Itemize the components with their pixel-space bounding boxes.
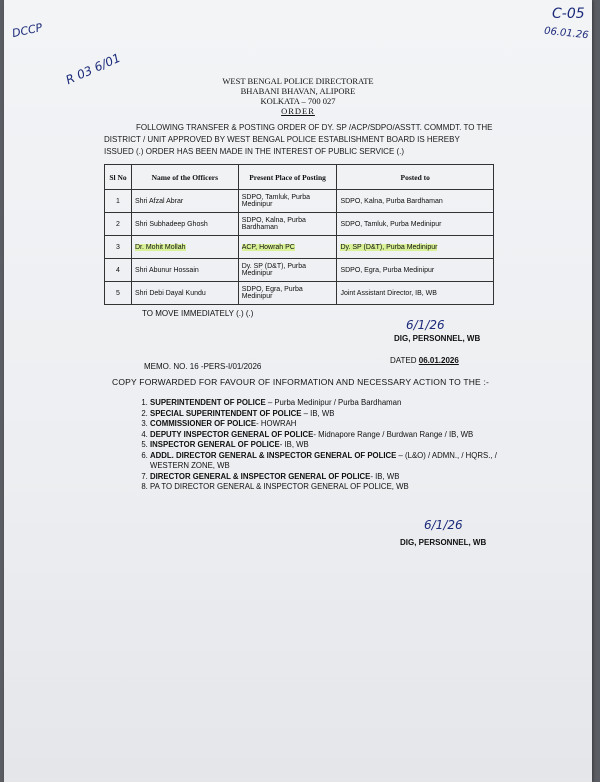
cell-present: [238, 259, 337, 282]
cell-sl: 3: [105, 236, 132, 259]
cell-posted-text: SDPO, Kalna, Purba Bardhaman: [340, 197, 443, 205]
cell-name: [131, 282, 238, 305]
cell-posted: [337, 236, 494, 259]
cell-name: [131, 259, 238, 282]
cell-name: [131, 236, 238, 259]
handwritten-note-top-left: DCCP: [10, 20, 44, 41]
cell-name-text: Shri Subhadeep Ghosh: [134, 220, 208, 228]
header-sl: Sl No: [105, 165, 132, 190]
handwritten-code: C-05: [552, 6, 585, 22]
table-row: [105, 282, 494, 305]
cell-present: [238, 190, 337, 213]
list-item: [150, 430, 530, 441]
recipient-title: SPECIAL SUPERINTENDENT OF POLICE: [150, 408, 302, 418]
cell-name-text: Shri Abunur Hossain: [134, 266, 199, 274]
cell-present: [238, 236, 337, 259]
cell-posted-text: SDPO, Egra, Purba Medinipur: [340, 266, 435, 274]
cell-present-text: SDPO, Kalna, Purba Bardhaman: [241, 217, 306, 231]
cell-posted: [337, 213, 494, 236]
table-row: [105, 213, 494, 236]
cell-name: [131, 213, 238, 236]
cell-present: [238, 213, 337, 236]
recipient-detail: – (L&O) / ADMN., / HQRS., / WESTERN ZONE, WB: [150, 450, 497, 470]
cell-sl: 1: [105, 190, 132, 213]
cell-name-text: Shri Debi Dayal Kundu: [134, 289, 206, 297]
list-item: [150, 440, 530, 451]
recipient-detail: – IB, WB: [301, 408, 335, 418]
dated-line: [390, 356, 459, 365]
recipient-detail: - HOWRAH: [256, 419, 297, 428]
signature-block-1: DIG, PERSONNEL, WB: [394, 334, 481, 343]
recipient-title: INSPECTOR GENERAL OF POLICE: [150, 440, 280, 449]
document-page: [4, 0, 592, 782]
recipient-title: DIRECTOR GENERAL & INSPECTOR GENERAL OF POLICE: [150, 471, 371, 481]
recipient-detail: PA TO DIRECTOR GENERAL & INSPECTOR GENERAL OF POLICE, WB: [150, 482, 409, 491]
recipient-title: DEPUTY INSPECTOR GENERAL OF POLICE: [150, 429, 314, 439]
cell-posted: [337, 190, 494, 213]
cell-present-text: Dy. SP (D&T), Purba Medinipur: [241, 263, 306, 277]
cell-name-text: Shri Afzal Abrar: [134, 197, 184, 205]
recipient-title: SUPERINTENDENT OF POLICE: [150, 398, 266, 407]
recipient-detail: - IB, WB: [279, 440, 309, 449]
cell-posted-text: Dy. SP (D&T), Purba Medinipur: [340, 243, 438, 251]
signature-block-2: DIG, PERSONNEL, WB: [400, 538, 487, 547]
memo-number: MEMO. NO. 16 -PERS-I/01/2026: [144, 362, 262, 371]
cell-name: [131, 190, 238, 213]
table-row: [105, 190, 494, 213]
signature-scribble-2: 6/1/26: [424, 518, 463, 532]
header-name: Name of the Officers: [131, 165, 238, 190]
intro-paragraph-1: FOLLOWING TRANSFER & POSTING ORDER OF DY. SP /ACP/SDPO/ASSTT. COMMDT. TO THE DISTRICT / UNIT APPROVED BY WEST BENGAL POLICE ESTABLISHMENT BOARD IS HEREBY: [104, 123, 493, 144]
cell-posted: [337, 282, 494, 305]
letterhead-line-3: KOLKATA – 700 027: [260, 96, 336, 106]
list-item: [150, 398, 530, 409]
signature-scribble-1: 6/1/26: [406, 318, 445, 332]
recipient-list: [136, 398, 530, 493]
copy-forwarded-heading: COPY FORWARDED FOR FAVOUR OF INFORMATION AND NECESSARY ACTION TO THE :-: [112, 377, 490, 387]
order-title: ORDER: [281, 106, 315, 116]
cell-present-text: ACP, Howrah PC: [241, 243, 295, 251]
list-item: [150, 472, 530, 483]
handwritten-date: 06.01.26: [543, 25, 589, 42]
cell-name-text: Dr. Mohit Mollah: [134, 243, 186, 251]
table-header-row: [105, 165, 494, 190]
move-instruction: TO MOVE IMMEDIATELY (.) (.): [142, 309, 254, 318]
cell-sl: 2: [105, 213, 132, 236]
list-item: [150, 451, 530, 472]
cell-sl: 5: [105, 282, 132, 305]
cell-present-text: SDPO, Egra, Purba Medinipur: [241, 286, 303, 300]
list-item: [150, 482, 530, 493]
letterhead: [4, 76, 592, 116]
handwritten-received: R 03 6/01: [63, 50, 123, 88]
transfer-table: [104, 164, 494, 305]
cell-present-text: SDPO, Tamluk, Purba Medinipur: [241, 194, 311, 208]
intro-paragraph-2: ISSUED (.) ORDER HAS BEEN MADE IN THE INTEREST OF PUBLIC SERVICE (.): [104, 147, 405, 156]
list-item: [150, 419, 530, 430]
cell-posted: [337, 259, 494, 282]
cell-sl: 4: [105, 259, 132, 282]
header-present: Present Place of Posting: [238, 165, 337, 190]
recipient-title: COMMISSIONER OF POLICE: [150, 419, 257, 428]
table-row: [105, 259, 494, 282]
cell-posted-text: SDPO, Tamluk, Purba Medinipur: [340, 220, 442, 228]
dated-value: 06.01.2026: [418, 356, 459, 365]
order-intro: [104, 122, 504, 158]
letterhead-line-1: WEST BENGAL POLICE DIRECTORATE: [222, 76, 374, 86]
dated-label: DATED: [390, 356, 417, 365]
header-posted: Posted to: [337, 165, 494, 190]
list-item: [150, 409, 530, 420]
recipient-detail: - Midnapore Range / Burdwan Range / IB, WB: [313, 429, 474, 439]
recipient-title: ADDL. DIRECTOR GENERAL & INSPECTOR GENERAL OF POLICE: [150, 450, 397, 460]
cell-present: [238, 282, 337, 305]
recipient-detail: - IB, WB: [370, 471, 400, 481]
cell-posted-text: Joint Assistant Director, IB, WB: [340, 289, 437, 297]
letterhead-line-2: BHABANI BHAVAN, ALIPORE: [240, 86, 356, 96]
table-row: [105, 236, 494, 259]
recipient-detail: – Purba Medinipur / Purba Bardhaman: [265, 398, 402, 407]
